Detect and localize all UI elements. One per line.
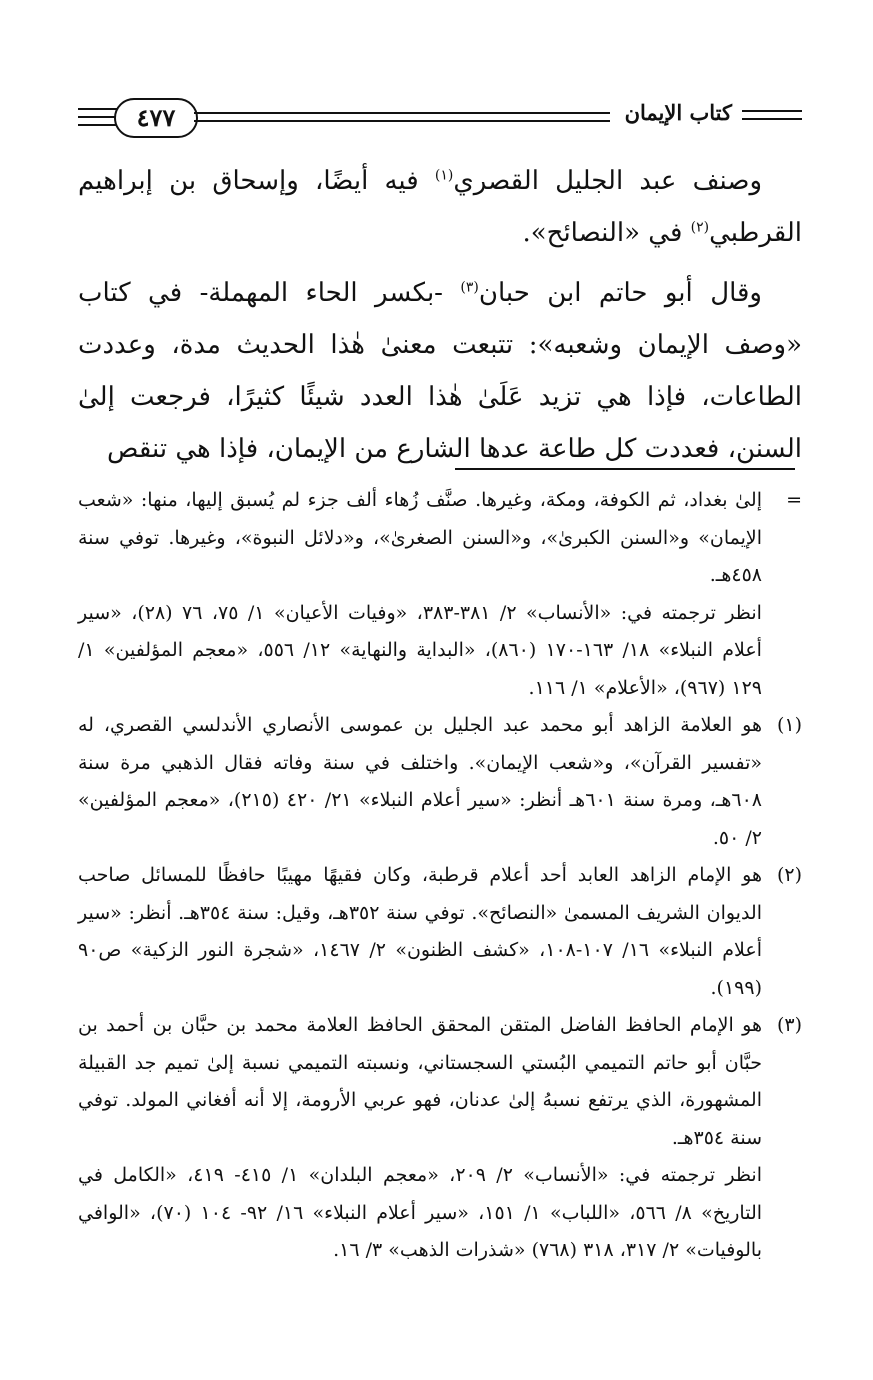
main-text-segment: -بكسر الحاء المهملة- في كتاب «وصف الإيمان وشعبه»: تتبعت معنىٰ هٰذا الحديث مدة، وعددت الطاعات، فإذا هي تزيد عَلَىٰ هٰذا العدد شيئًا كثيرًا، فرجعت إلىٰ السنن، فعددت كل طاعة عدها الشارع من الإيمان، فإذا هي تنقص [78, 278, 802, 464]
footnote-mark: (٢) [776, 864, 802, 886]
header-rule-middle-top [194, 112, 610, 114]
header-rule-left-outer [78, 108, 118, 110]
header-rule-left-bottom [78, 124, 118, 126]
footnote-separator [455, 468, 795, 470]
footnote-continued [78, 482, 802, 707]
main-paragraph-2 [78, 267, 802, 475]
footnote-3 [78, 1007, 802, 1270]
footnote-paragraph: هو الإمام الزاهد العابد أحد أعلام قرطبة، وكان فقيهًا مهيبًا حافظًا للمسائل صاحب الديوان الشريف المسمىٰ «النصائح». توفي سنة ٣٥٢هـ، وقيل: سنة ٣٥٤هـ. أنظر: «سير أعلام النبلاء» ١٦/ ١٠٧-١٠٨، «كشف الظنون» ٢/ ١٤٦٧، «شجرة النور الزكية» ص٩٠ (١٩٩). [78, 864, 762, 999]
footnote-mark: = [786, 489, 802, 511]
header-rule-left-inner [78, 116, 118, 118]
header-rule-right-top [742, 110, 802, 112]
main-text-segment: فيه أيضًا، وإسحاق بن إبراهيم القرطبي [78, 166, 802, 248]
footnote-paragraph: انظر ترجمته في: «الأنساب» ٢/ ٢٠٩، «معجم البلدان» ١/ ٤١٥- ٤١٩، «الكامل في التاريخ» ٨/ ٥٦٦، «اللباب» ١/ ١٥١، «سير أعلام النبلاء» ١٦/ ٩٢- ١٠٤ (٧٠)، «الوافي بالوفيات» ٢/ ٣١٧، ٣١٨ (٧٦٨) «شذرات الذهب» ٣/ ١٦. [78, 1164, 763, 1261]
footnote-ref-1: (١) [434, 167, 454, 184]
footnotes [78, 482, 802, 1270]
footnote-ref-2: (٢) [690, 219, 710, 236]
header-rule-middle-bottom [194, 120, 610, 122]
main-paragraph-1 [78, 155, 802, 259]
footnote-paragraph: هو العلامة الزاهد أبو محمد عبد الجليل بن عموسى الأنصاري الأندلسي القصري، له «تفسير القرآن»، و«شعب الإيمان». واختلف في سنة وفاته فقال الذهبي مرة سنة ٦٠٨هـ، ومرة سنة ٦٠١هـ أنظر: «سير أعلام النبلاء» ٢١/ ٤٢٠ (٢١٥)، «معجم المؤلفين» ٢/ ٥٠. [78, 714, 763, 849]
footnote-paragraph: إلىٰ بغداد، ثم الكوفة، ومكة، وغيرها. صنَّف زُهاء ألف جزء لم يُسبق إليها، منها: «شعب الإيمان» و«السنن الكبرىٰ»، و«السنن الصغرىٰ»، و«دلائل النبوة»، وغيرها. توفي سنة ٤٥٨هـ. [78, 489, 762, 586]
page-header [78, 92, 802, 142]
footnote-1 [78, 707, 802, 857]
header-rule-right-bottom [742, 118, 802, 120]
footnote-2 [78, 857, 802, 1007]
footnote-paragraph: انظر ترجمته في: «الأنساب» ٢/ ٣٨١-٣٨٣، «وفيات الأعيان» ١/ ٧٥، ٧٦ (٢٨)، «سير أعلام النبلاء» ١٨/ ١٦٣-١٧٠ (٨٦٠)، «البداية والنهاية» ١٢/ ٥٥٦، «معجم المؤلفين» ١/ ١٢٩ (٩٦٧)، «الأعلام» ١/ ١١٦. [78, 601, 762, 699]
running-head-title: كتاب الإيمان [624, 100, 732, 125]
page-number: ٤٧٧ [114, 98, 198, 138]
main-text-segment: وصنف عبد الجليل القصري [453, 166, 762, 196]
main-text-segment: في «النصائح». [522, 218, 691, 248]
footnote-mark: (٣) [776, 1014, 802, 1036]
footnote-mark: (١) [776, 714, 802, 736]
footnote-ref-3: (٣) [460, 279, 479, 296]
main-text [78, 155, 802, 483]
main-text-segment: وقال أبو حاتم ابن حبان [478, 278, 762, 308]
footnote-paragraph: هو الإمام الحافظ الفاضل المتقن المحقق الحافظ العلامة محمد بن حبَّان بن أحمد بن حبَّان أبو حاتم التميمي البُستي السجستاني، ونسبته التميمي نسبة إلىٰ تميم جد القبيلة المشهورة، الذي يرتفع نسبهُ إلىٰ عدنان، فهو عربي الأرومة، إلا أنه أفغاني المولد. توفي سنة ٣٥٤هـ. [78, 1014, 762, 1149]
